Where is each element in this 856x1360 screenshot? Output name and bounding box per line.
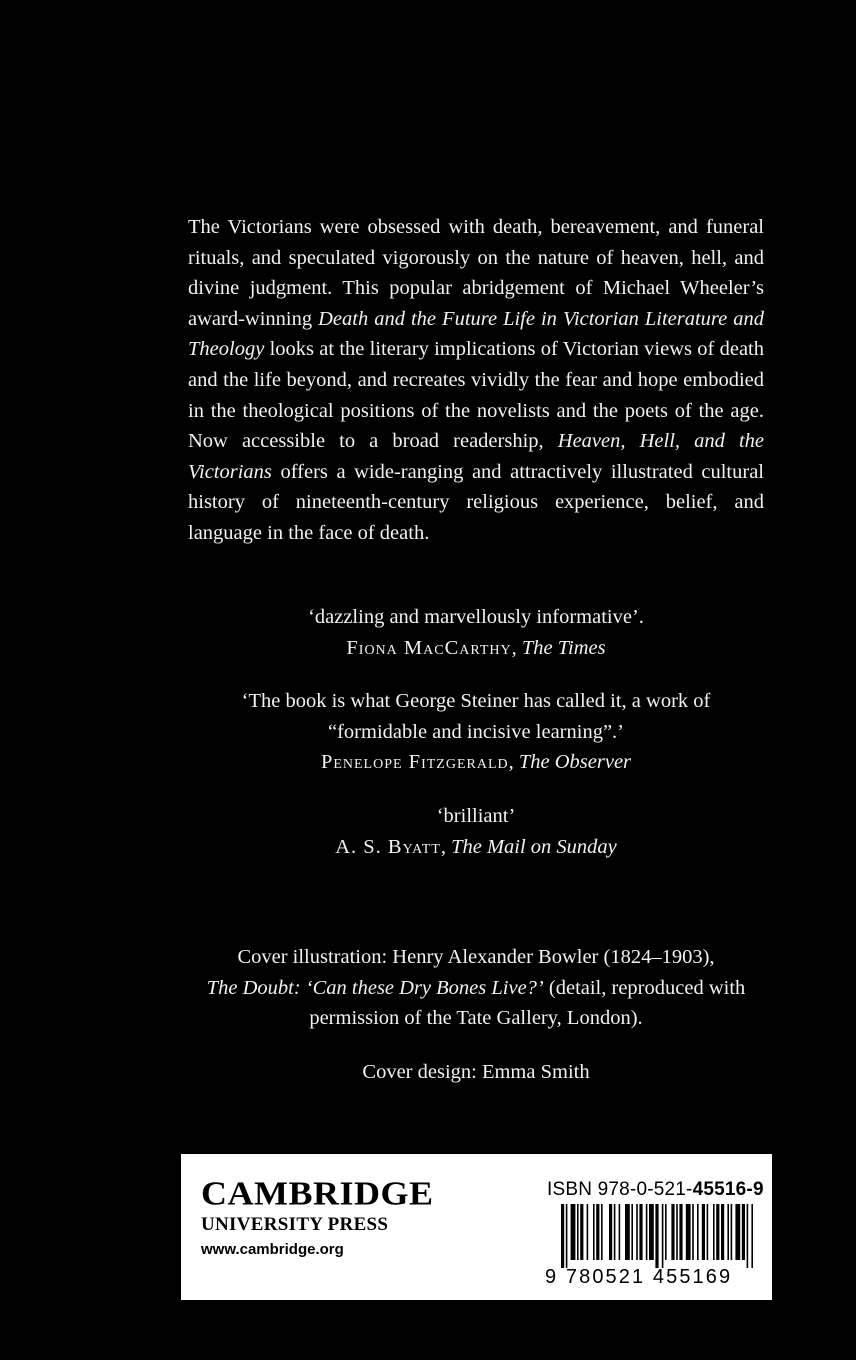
barcode-panel <box>181 1154 772 1300</box>
publisher-name: CAMBRIDGE <box>201 1174 434 1213</box>
publisher-url: www.cambridge.org <box>201 1241 344 1258</box>
barcode-bar <box>671 1204 674 1260</box>
barcode-bar <box>747 1204 749 1268</box>
barcode-bar <box>571 1204 576 1260</box>
barcode-bar <box>721 1204 724 1260</box>
barcode-bar <box>561 1204 564 1268</box>
blurb-part-2: looks at the literary implications of Victorian views of death and the life beyond, and recreates vividly the fear and hope embodied in the theological positions of the novelists and the poets of the age. Now accessible to a broad readership, <box>188 338 764 453</box>
quote-text: ‘brilliant’ <box>436 804 516 827</box>
barcode-bar <box>587 1204 589 1260</box>
barcode-bar <box>631 1204 633 1260</box>
quote-text: ‘dazzling and marvellously informative’. <box>308 606 644 628</box>
barcode-bar <box>686 1204 691 1260</box>
original-book-title: Death and the Future Life in Victorian Literature and Theology <box>188 307 765 361</box>
barcode-bar <box>596 1204 599 1260</box>
publisher-logo <box>201 1176 434 1260</box>
design-credit: Cover design: Emma Smith <box>362 1060 590 1083</box>
quote-attribution: Fiona MacCarthy, The Times <box>346 636 606 659</box>
book-title: Heaven, Hell, and the Victorians <box>188 430 764 483</box>
barcode-bar <box>601 1204 603 1260</box>
isbn-label-prefix: ISBN 978-0-521- <box>547 1179 693 1200</box>
barcode-bar <box>580 1204 583 1260</box>
barcode-bar <box>636 1204 638 1260</box>
barcode-bar <box>625 1204 630 1260</box>
barcode-bar <box>619 1204 621 1260</box>
review-quote <box>188 602 764 663</box>
quote-attribution: A. S. Byatt, The Mail on Sunday <box>335 835 617 858</box>
barcode-bar <box>649 1204 654 1260</box>
barcode-bar <box>707 1204 709 1260</box>
barcode-bar <box>676 1204 678 1260</box>
barcode-bar <box>639 1204 642 1260</box>
quote-attribution: Penelope Fitzgerald, The Observer <box>320 751 632 774</box>
back-cover-blurb <box>188 212 764 549</box>
barcode-bar <box>697 1204 699 1260</box>
barcode-bar <box>593 1204 595 1260</box>
barcode-bar <box>609 1204 612 1260</box>
barcode-bar <box>655 1204 658 1268</box>
barcode-bar <box>716 1204 719 1260</box>
blurb-part-1: The Victorians were obsessed with death, bereavement, and funeral rituals, and speculated vigorously on the nature of heaven, hell, and divine judgment. This popular abridgement of Michael Wheeler’s award-winning <box>188 216 764 330</box>
barcode-bar <box>742 1204 745 1260</box>
barcode-bar <box>662 1204 664 1268</box>
barcode-bar <box>665 1204 667 1260</box>
review-quote <box>188 686 764 778</box>
quote-text: ‘The book is what George Steiner has called it, a work of “formidable and incisive learning”.’ <box>241 690 711 743</box>
isbn-digits: 9 780521 455169 <box>545 1266 733 1288</box>
blurb-part-3: offers a wide-ranging and attractively illustrated cultural history of nineteenth-century religious experience, belief, and language in the face of death. <box>188 460 764 544</box>
publisher-press: UNIVERSITY PRESS <box>201 1214 389 1235</box>
barcode-bar <box>751 1204 753 1268</box>
isbn-label-bold: 45516-9 <box>692 1179 764 1200</box>
barcode-bar <box>735 1204 740 1260</box>
cover-credits <box>188 942 764 1087</box>
barcode-bar <box>713 1204 715 1260</box>
isbn-label <box>547 1179 764 1200</box>
illustration-credit-prefix: Cover illustration: Henry Alexander Bowler (1824–1903), <box>237 946 715 968</box>
barcode-bar <box>727 1204 729 1260</box>
quote-author: A. S. Byatt <box>335 835 441 858</box>
barcode-bar <box>702 1204 705 1260</box>
barcode-bar <box>731 1204 733 1260</box>
quote-source: The Observer <box>518 751 632 774</box>
barcode-bar <box>646 1204 648 1260</box>
barcode-bar <box>566 1204 568 1268</box>
review-quote <box>188 801 764 862</box>
quote-source: The Times <box>521 636 606 659</box>
quote-author: Penelope Fitzgerald <box>320 751 509 774</box>
barcode-bar <box>679 1204 682 1260</box>
quote-source: The Mail on Sunday <box>451 835 617 858</box>
barcode-bar <box>692 1204 694 1260</box>
barcode-bar <box>614 1204 616 1260</box>
barcode-icon <box>547 1204 761 1268</box>
review-quotes <box>188 602 764 885</box>
illustration-credit <box>188 942 764 1034</box>
quote-author: Fiona MacCarthy <box>346 636 512 659</box>
isbn-block <box>545 1179 764 1288</box>
painting-title: The Doubt: ‘Can these Dry Bones Live?’ <box>206 976 544 999</box>
illustration-credit-suffix: (detail, reproduced with permission of the Tate Gallery, London). <box>309 976 746 1030</box>
barcode-bar <box>577 1204 579 1260</box>
